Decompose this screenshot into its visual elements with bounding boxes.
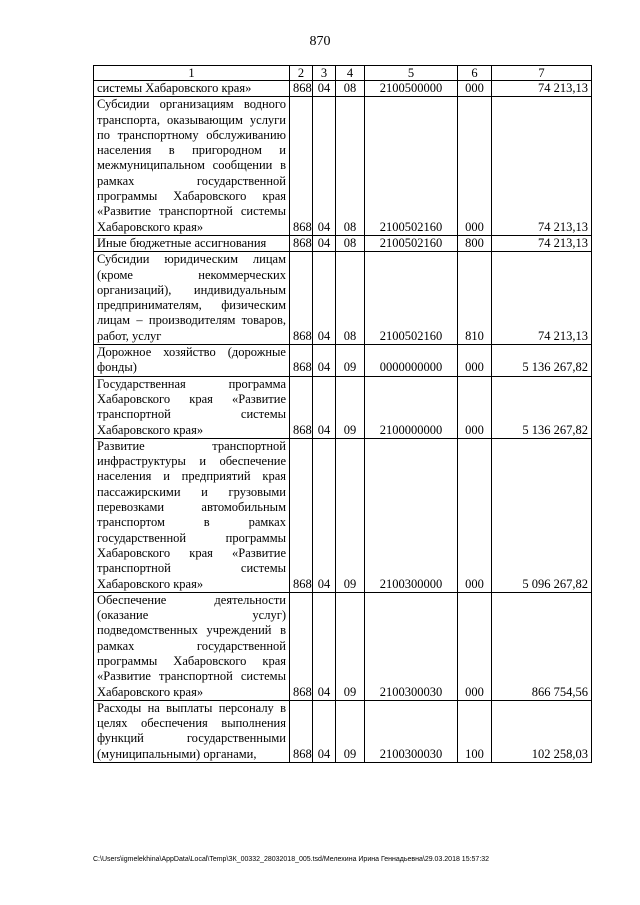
row-name: Субсидии организациям водного транспорта, оказывающим услуги по транспортному обслуживанию населения в пригородном и межмуниципальном сообщении в рамках государственной программы Хабаровского края «Развитие транспортной системы Хабаровского края» (94, 97, 290, 236)
header-cell: 1 (94, 66, 290, 81)
row-target: 2100300030 (365, 592, 458, 700)
row-subsection: 09 (336, 345, 365, 377)
row-ministry: 868 (290, 438, 313, 592)
row-ministry: 868 (290, 252, 313, 345)
table-row (94, 252, 592, 345)
header-cell: 2 (290, 66, 313, 81)
row-section: 04 (313, 81, 336, 97)
row-ministry: 868 (290, 592, 313, 700)
row-subsection: 08 (336, 97, 365, 236)
row-subsection: 08 (336, 252, 365, 345)
row-ministry: 868 (290, 376, 313, 438)
row-ministry: 868 (290, 345, 313, 377)
row-amount: 5 136 267,82 (492, 345, 592, 377)
row-expense-type: 000 (458, 81, 492, 97)
row-section: 04 (313, 438, 336, 592)
row-name: Развитие транспортной инфраструктуры и обеспечение населения и предприятий края пассажирскими и грузовыми перевозками автомобильным транспортом в рамках государственной программы Хабаровского края «Развитие транспортной системы Хабаровского края» (94, 438, 290, 592)
row-subsection: 09 (336, 700, 365, 762)
table-row (94, 97, 592, 236)
row-section: 04 (313, 97, 336, 236)
table-row (94, 345, 592, 377)
row-section: 04 (313, 252, 336, 345)
row-name: Государственная программа Хабаровского края «Развитие транспортной системы Хабаровского края» (94, 376, 290, 438)
row-name: Расходы на выплаты персоналу в целях обеспечения выполнения функций государственными (муниципальными) органами, (94, 700, 290, 762)
row-expense-type: 810 (458, 252, 492, 345)
row-subsection: 08 (336, 81, 365, 97)
header-cell: 3 (313, 66, 336, 81)
table-row (94, 81, 592, 97)
row-amount: 74 213,13 (492, 81, 592, 97)
table-row (94, 592, 592, 700)
row-target: 2100502160 (365, 235, 458, 251)
budget-table (93, 65, 592, 763)
header-cell: 5 (365, 66, 458, 81)
row-subsection: 09 (336, 592, 365, 700)
header-cell: 7 (492, 66, 592, 81)
row-target: 2100502160 (365, 97, 458, 236)
table-row (94, 376, 592, 438)
row-section: 04 (313, 235, 336, 251)
row-subsection: 09 (336, 376, 365, 438)
row-expense-type: 000 (458, 97, 492, 236)
row-section: 04 (313, 700, 336, 762)
row-ministry: 868 (290, 235, 313, 251)
header-cell: 6 (458, 66, 492, 81)
row-subsection: 09 (336, 438, 365, 592)
row-target: 0000000000 (365, 345, 458, 377)
row-expense-type: 000 (458, 376, 492, 438)
row-expense-type: 000 (458, 592, 492, 700)
row-amount: 102 258,03 (492, 700, 592, 762)
row-amount: 5 096 267,82 (492, 438, 592, 592)
row-name: системы Хабаровского края» (94, 81, 290, 97)
row-section: 04 (313, 592, 336, 700)
row-target: 2100300030 (365, 700, 458, 762)
row-amount: 74 213,13 (492, 252, 592, 345)
row-subsection: 08 (336, 235, 365, 251)
row-amount: 5 136 267,82 (492, 376, 592, 438)
row-amount: 866 754,56 (492, 592, 592, 700)
row-expense-type: 000 (458, 345, 492, 377)
row-section: 04 (313, 345, 336, 377)
row-ministry: 868 (290, 81, 313, 97)
row-name: Субсидии юридическим лицам (кроме некоммерческих организаций), индивидуальным предпринимателям, физическим лицам – производителям товаров, работ, услуг (94, 252, 290, 345)
row-amount: 74 213,13 (492, 235, 592, 251)
header-cell: 4 (336, 66, 365, 81)
row-target: 2100000000 (365, 376, 458, 438)
row-target: 2100502160 (365, 252, 458, 345)
table-row (94, 438, 592, 592)
row-ministry: 868 (290, 97, 313, 236)
row-amount: 74 213,13 (492, 97, 592, 236)
row-ministry: 868 (290, 700, 313, 762)
table-row (94, 700, 592, 762)
row-expense-type: 800 (458, 235, 492, 251)
row-target: 2100300000 (365, 438, 458, 592)
row-target: 2100500000 (365, 81, 458, 97)
row-expense-type: 000 (458, 438, 492, 592)
file-path-footer: C:\Users\igmelekhina\AppData\Local\Temp\ЗК_00332_28032018_005.tsd/Мелехина Ирина Геннадьевна\29.03.2018 15:57:32 (93, 856, 490, 863)
page-number: 870 (309, 34, 331, 49)
table-row (94, 235, 592, 251)
row-name: Иные бюджетные ассигнования (94, 235, 290, 251)
row-section: 04 (313, 376, 336, 438)
header-row (94, 66, 592, 81)
row-expense-type: 100 (458, 700, 492, 762)
row-name: Дорожное хозяйство (дорожные фонды) (94, 345, 290, 377)
row-name: Обеспечение деятельности (оказание услуг) подведомственных учреждений в рамках государственной программы Хабаровского края «Развитие транспортной системы Хабаровского края» (94, 592, 290, 700)
